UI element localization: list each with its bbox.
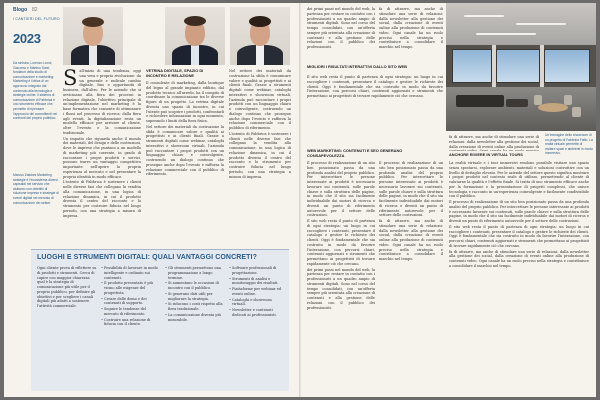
info-box-bullet: • Gli strumenti permettono una programmazione a lungo termine.	[165, 266, 225, 280]
right-column-1-middle	[307, 75, 443, 145]
showroom-photo-caption: Un'immagine dello showroom di un progetto di Fabbrica Fatto. La realtà virtuale permette di visitare spazi e ambienti in modo immersivo.	[545, 133, 593, 156]
right-paragraph-4: fa di attrarre, ma anche di stimolare una serie di relazioni: dalla newsletter alla gestione dei social, dalla creazione di eventi online alla produzione di contenuti video. Ogni canale ha un ruolo preciso nella strategia e contribuisce a consolidare il marchio nel tempo.	[379, 7, 443, 49]
section-subhead-vetrina: VETRINA DIGITALE, SPAZIO DI INCONTRO E RELAZIONE	[146, 68, 204, 78]
section-subhead-virtual-tours: ANCHORE RIVIERE IN VIRTUAL TOURS	[449, 152, 523, 157]
right-column-2-bottom	[379, 161, 443, 391]
left-page	[4, 3, 300, 397]
info-box-bullet: • Seguire le tendenze del mercato di riferimento.	[101, 307, 161, 317]
right-paragraph-3b: Il sito web resta il punto di partenza di ogni strategia: un luogo in cui raccogliere i contenuti, presentare il catalogo e gestire le richieste dei clienti. Oggi è fondamentale che sia costruito in modo da favorire l'interazione, con percorsi chiari, contenuti aggiornati e strumenti che permettano ai progettisti di trovare rapidamente ciò che cercano.	[307, 219, 375, 266]
right-paragraph-3c: dei primi passi nel mondo del web, la partenza per restare in contatto con i professionisti a un quadro ampio di strumenti digitali. Sono nel corso del tempo consolidati, con un'offerta sempre più orientata alla creazione di contenuti e alla gestione delle relazioni con il pubblico dei professionisti.	[307, 267, 375, 310]
info-box-column-3	[165, 266, 225, 390]
portrait-photo-1	[63, 7, 123, 65]
info-box-bullet: • Si aumentano le occasioni di incontro con il pubblico.	[165, 281, 225, 291]
info-box-title: LUOGHI E STRUMENTI DIGITALI: QUALI VANTAGGI CONCRETI?	[37, 254, 257, 261]
info-box-bullet: • Software professionali di progettazione.	[229, 266, 285, 276]
section-subhead-sito-web: MIGLIORI I RISULTATI INTERATTIVI DALLO SITO WEB	[307, 64, 407, 69]
intro-paragraph-1: all'inizio di una tendenza, oggi una vera e propria rivoluzione: da un generale e radicale cambio digitale, fino e opportunità di business, dall'altro. Per le aziende che si avvicinano alla fiera dei processi in relazione digitale, l'obiettivo principale di un'implementazione nel marketing è la base formativa che consente di ottimizzare i flussi nel processo di ricerca: dalla fiera agli eventi, la digitalizzazione resta un modello efficace per arrivare al cliente, oltre l'evento e la comunicazione tradizionale.	[63, 69, 141, 135]
intro-paragraph-2: Un impatto che riguarda anche il mondo dei materiali, del design e delle costruzioni, dove le imprese che puntano a un modello di marketing più coerente, in grado di raccontare i propri prodotti e servizi, possono trarre un vantaggio competitivo importante nell'aprire la propria esperienza al mercato e nel presentare la propria identità in modo efficace.	[63, 136, 141, 179]
col3-paragraph-1: Nel settore dei materiali da costruzione la sfida è comunicare valore e qualità ai progettisti e ai clienti finali. Grazie a strumenti digitali come webinar, cataloghi interattivi e showroom virtuali, l'azienda può raccontare i propri prodotti con un linguaggio chiaro e coinvolgente, costruendo un dialogo continuo che prosegue anche dopo l'evento e rafforza la relazione commerciale con il pubblico di riferimento.	[229, 69, 291, 130]
portrait-photo-2	[165, 7, 225, 65]
info-box-bullet: • Cataloghi e showroom virtuali.	[229, 298, 285, 308]
right-paragraph-8: La realtà virtuale e i tour immersivi rendono possibile visitare uno spazio senza spostarsi, esplorare ambienti, materiali e soluzioni costruttive con un livello di dettaglio elevato. Per le aziende del settore questo significa mostrare i propri prodotti nel contesto reale di utilizzo, permettendo al cliente di valutarne la qualità e l'effetto finale. Si tratta di uno strumento efficace anche per la formazione e la presentazione di progetti complessi, che unisce tecnologia e racconto in un'esperienza coinvolgente e facilmente condivisibile con il pubblico.	[449, 161, 589, 199]
right-paragraph-2: Il sito web resta il punto di partenza di ogni strategia: un luogo in cui raccogliere i contenuti, presentare il catalogo e gestire le richieste dei clienti. Oggi è fondamentale che sia costruito in modo da favorire l'interazione, con percorsi chiari, contenuti aggiornati e strumenti che permettano ai progettisti di trovare rapidamente ciò che cercano.	[307, 75, 443, 98]
right-column-2-top	[379, 7, 443, 63]
portrait-photo-3	[230, 7, 290, 65]
magazine-spread	[4, 3, 596, 397]
info-box-bullet: • Il prodotto presentato è più vicino alle esigenze del progettista.	[101, 281, 161, 295]
right-column-1-bottom	[307, 161, 375, 391]
col3-paragraph-2: L'intento di Fabbrica è sostenere i clienti nelle diverse fasi che collegano la vendita alla comunicazione, in una logica di relazione dinamica, in cui il prodotto diventa il centro del racconto e lo strumento per costruire fiducia nel lungo periodo, con una strategia a misura di impresa.	[229, 131, 291, 179]
right-page	[301, 3, 596, 397]
side-caption-lower: Marcus Zalukes Marketing strategie è l'ecosistema diversi capisaldi nel servizio che aiutiamo con obiettivi di riduzione imprese e strategie di eventi digitali nel mercato di comunicazione dei settori.	[13, 173, 59, 205]
section-year: 2023	[13, 31, 41, 46]
right-paragraph-10: Il sito web resta il punto di partenza di ogni strategia: un luogo in cui raccogliere i contenuti, presentare il catalogo e gestire le richieste dei clienti. Oggi è fondamentale che sia costruito in modo da favorire l'interazione, con percorsi chiari, contenuti aggiornati e strumenti che permettano ai progettisti di trovare rapidamente ciò che cercano.	[449, 224, 589, 248]
info-box-bullet: • Piattaforme per webinar ed eventi online.	[229, 287, 285, 297]
section-subhead-web-marketing: WEB MARKETING: CONTENUTI E SEO GENERANO CONSAPEVOLEZZA	[307, 148, 403, 158]
info-box-bullet: • La comunicazione diventa più misurabile.	[165, 313, 225, 323]
article-intro-column	[63, 69, 141, 241]
right-column-3-top	[449, 135, 539, 151]
photo-caption-left: Da sinistra, Lorenzo Leoni, Giacomo e Martino Sarzi, fondatori della studio di comunicazione e marketing: Marketing è l'ottica di un approccio integrato dal contenuto alla tecnologia e strategie online: il sistema di comunicazione di Fabbrica è uno strumento efficace che permette di ripensare l'approccio dei committenti nei confronti del proprio pubblico.	[13, 61, 58, 121]
page-number: 82	[32, 7, 38, 13]
drop-cap: S	[63, 69, 78, 90]
right-column-3-bottom	[449, 161, 589, 391]
info-box-column-1	[37, 266, 97, 390]
intro-paragraph-3: L'intento di Fabbrica è sostenere i clienti nelle diverse fasi che collegano la vendita alla comunicazione, in una logica di relazione dinamica, in cui il prodotto diventa il centro del racconto e lo strumento per costruire fiducia nel lungo periodo, con una strategia a misura di impresa.	[63, 180, 141, 218]
info-box-bullet: • Possibilità di lavorare in modo intelligente e ordinato sui contenuti.	[101, 266, 161, 280]
right-paragraph-3: Il processo di realizzazione di un sito ben posizionato passa da una profonda analisi del proprio pubblico. Per intercettare le persone interessate ai prodotti è necessario lavorare sui contenuti, sulle parole chiave e sulla struttura delle pagine, in modo che il sito sia facilmente individuabile dai motori di ricerca e diventi un punto di riferimento autorevole per il settore delle costruzioni.	[307, 161, 375, 218]
col2-paragraph-1: Il consulente di marketing, dalla boutique del legno al grande impianto edilizio, dal prodotto tecnico all'arredo, ha il compito di coordinare la comunicazione tra le diverse figure di un progetto. La vetrina digitale diventa uno spazio di incontro, in cui l'utente può scoprire i prodotti, confrontarli e richiedere informazioni in ogni momento, superando i limiti della fiera fisica.	[146, 81, 224, 123]
magazine-logo: Blogo	[13, 7, 28, 13]
right-column-1-top	[307, 7, 375, 63]
info-box	[31, 249, 289, 391]
article-column-2	[146, 81, 224, 241]
right-paragraph-1: dei primi passi nel mondo del web, la partenza per restare in contatto con i professionisti a un quadro ampio di strumenti digitali. Sono nel corso del tempo consolidati, con un'offerta sempre più orientata alla creazione di contenuti e alla gestione delle relazioni con il pubblico dei professionisti.	[307, 7, 375, 49]
right-paragraph-11: fa di attrarre, ma anche di stimolare una serie di relazioni: dalla newsletter alla gestione dei social, dalla creazione di eventi online alla produzione di contenuti video. Ogni canale ha un ruolo preciso nella strategia e contribuisce a consolidare il marchio nel tempo.	[449, 249, 589, 268]
right-paragraph-5: Il processo di realizzazione di un sito ben posizionato passa da una profonda analisi del proprio pubblico. Per intercettare le persone interessate ai prodotti è necessario lavorare sui contenuti, sulle parole chiave e sulla struttura delle pagine, in modo che il sito sia facilmente individuabile dai motori di ricerca e diventi un punto di riferimento autorevole per il settore delle costruzioni.	[379, 161, 443, 218]
info-box-column-4	[229, 266, 285, 390]
right-paragraph-6: fa di attrarre, ma anche di stimolare una serie di relazioni: dalla newsletter alla gestione dei social, dalla creazione di eventi online alla produzione di contenuti video. Ogni canale ha un ruolo preciso nella strategia e contribuisce a consolidare il marchio nel tempo.	[379, 219, 443, 261]
col2-paragraph-2: Nel settore dei materiali da costruzione la sfida è comunicare valore e qualità ai progettisti e ai clienti finali. Grazie a strumenti digitali come webinar, cataloghi interattivi e showroom virtuali, l'azienda può raccontare i propri prodotti con un linguaggio chiaro e coinvolgente, costruendo un dialogo continuo che prosegue anche dopo l'evento e rafforza la relazione commerciale con il pubblico di riferimento.	[146, 124, 224, 177]
article-column-3	[229, 69, 291, 241]
info-box-bullet: • Strumenti di analisi e monitoraggio dei risultati.	[229, 277, 285, 287]
section-kicker: I CANTIERI DEL FUTURO	[13, 17, 60, 21]
info-box-bullet: • Creare delle demo e dei contenuti di supporto.	[101, 297, 161, 307]
info-box-bullet: • Si riducono i costi rispetto alla fiera tradizionale.	[165, 302, 225, 312]
info-box-intro: Ogni cliente prova di riflettere su di prodotti e strumenti. Cerca di capire con maggior chiarezza qual è la strategia di comunicazione più utile per il proprio pubblico, per definire gli obiettivi e per scegliere i canali digitali più adatti a sostenere l'attività commerciale.	[37, 266, 97, 308]
info-box-column-2	[101, 266, 161, 390]
info-box-bullet: • Newsletter e contenuti dedicati ai professionisti.	[229, 308, 285, 318]
right-paragraph-9: Il processo di realizzazione di un sito ben posizionato passa da una profonda analisi del proprio pubblico. Per intercettare le persone interessate ai prodotti è necessario lavorare sui contenuti, sulle parole chiave e sulla struttura delle pagine, in modo che il sito sia facilmente individuabile dai motori di ricerca e diventi un punto di riferimento autorevole per il settore delle costruzioni.	[449, 200, 589, 223]
info-box-bullet: • Si generano dati utili per migliorare la strategia.	[165, 292, 225, 302]
info-box-bullet: • Costruire una relazione di fiducia con il cliente.	[101, 318, 161, 328]
right-paragraph-7: fa di attrarre, ma anche di stimolare una serie di relazioni: dalla newsletter alla gestione dei social, dalla creazione di eventi online alla produzione di	[449, 135, 539, 149]
showroom-photo	[446, 3, 596, 131]
